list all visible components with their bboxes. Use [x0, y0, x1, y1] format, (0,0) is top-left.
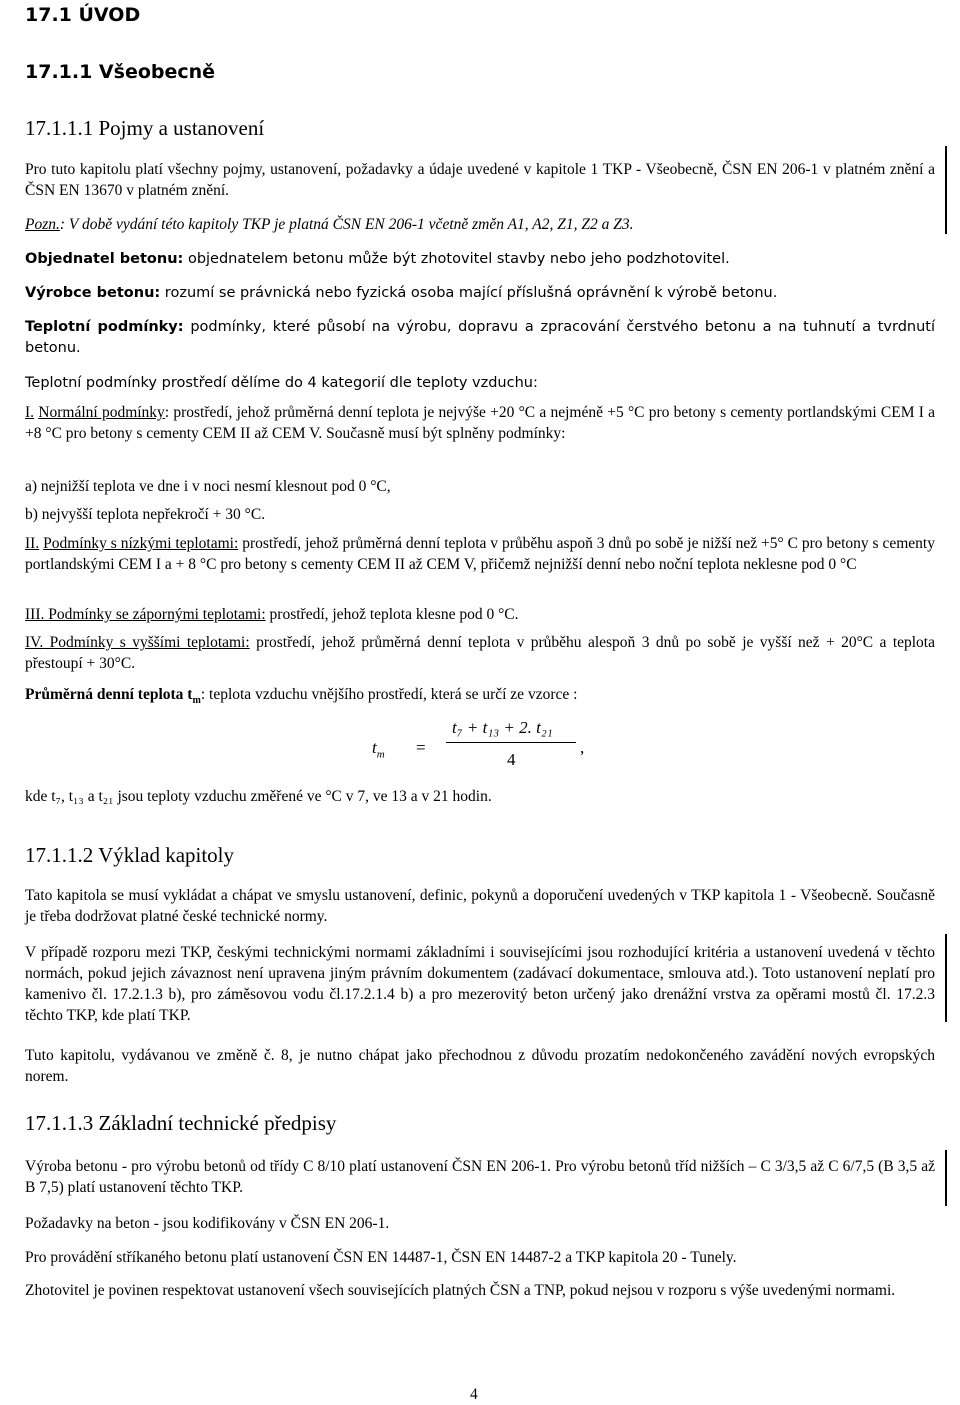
intro-paragraph: Pro tuto kapitolu platí všechny pojmy, ustanovení, požadavky a údaje uvedené v kapitole 1 TKP - Všeobecně, ČSN EN 206-1 v platném znění a ČSN EN 13670 v platném znění. [25, 161, 935, 199]
definition-teplotni [25, 317, 935, 359]
definition: : teplota vzduchu vnějšího prostředí, která se určí ze vzorce : [200, 686, 578, 703]
term: Objednatel betonu: [25, 251, 184, 267]
average-temp-definition [25, 684, 935, 711]
category-text: prostředí, jehož průměrná denní teplota v průběhu alespoň 3 dnů po sobě je vyšší než + 20°C a teplota přestoupí + 30°C. [25, 634, 935, 672]
condition-a: a) nejnižší teplota ve dne i v noci nesmí klesnout pod 0 °C, [25, 478, 391, 495]
measurement-note: kde t₇, t₁₃ a t₂₁ jsou teploty vzduchu změřené ve °C v 7, ve 13 a v 21 hodin. [25, 788, 492, 805]
formula-lhs-subscript: m [376, 748, 385, 761]
category-3 [25, 604, 935, 625]
predpisy-paragraph-2: Požadavky na beton - jsou kodifikovány v ČSN EN 206-1. [25, 1215, 390, 1232]
categories-intro: Teplotní podmínky prostředí dělíme do 4 kategorií dle teploty vzduchu: [25, 375, 538, 391]
heading-pojmy: 17.1.1.1 Pojmy a ustanovení [25, 116, 265, 140]
predpisy-paragraph-4: Zhotovitel je povinen respektovat ustanovení všech souvisejících platných ČSN a TNP, pokud nejsou v rozporu s výše uvedenými normami. [25, 1282, 896, 1299]
note-label: Pozn. [25, 216, 60, 233]
formula-comma: , [580, 738, 585, 757]
formula-lhs-symbol: t [372, 738, 377, 757]
category-number: III. [25, 606, 45, 623]
predpisy-paragraph-1: Výroba betonu - pro výrobu betonů od třídy C 8/10 platí ustanovení ČSN EN 206-1. Pro výrobu betonů tříd nižších – C 3/3,5 až C 6/7,5 (B 3,5 až B 7,5) platí ustanovení těchto TKP. [25, 1158, 935, 1196]
vyklad-paragraph-1: Tato kapitola se musí vykládat a chápat ve smyslu ustanovení, definic, pokynů a doporučení uvedených v TKP kapitola 1 - Všeobecně. Současně je třeba dodržovat platné české technické normy. [25, 887, 935, 925]
category-text: : prostředí, jehož průměrná denní teplota je nejvýše +20 °C a nejméně +5 °C pro betony s cementy portlandskými CEM I a +8 °C pro betony s cementy CEM II až CEM V. Současně musí být splněny podmínky: [25, 404, 935, 442]
category-text: prostředí, jehož teplota klesne pod 0 °C. [265, 606, 519, 623]
vyklad-paragraph-2: V případě rozporu mezi TKP, českými technickými normami základními i souvisejícími jsou rozhodující kritéria a ustanovení uvedená v těchto normách, pokud jejich závaznost není upravena jiným právním dokumentem (zadávací dokumentace, smlouva atd.). Toto ustanovení neplatí pro kamenivo čl. 17.2.1.3 b), pro záměsovou vodu čl.17.2.1.4 b) a pro mezerovitý beton určený jako drenážní vrstva za opěrami mostů čl. 17.2.3 těchto TKP, kde platí TKP. [25, 944, 935, 1024]
formula-numerator: t₇ + t₁₃ + 2. t₂₁ [452, 718, 553, 737]
category-1 [25, 402, 935, 444]
heading-chapter: 17.1 ÚVOD [25, 4, 141, 26]
page-number: 4 [470, 1386, 478, 1403]
definition-objednatel [25, 249, 935, 270]
formula-denominator: 4 [507, 750, 516, 769]
heading-section: 17.1.1 Všeobecně [25, 61, 216, 83]
definition: rozumí se právnická nebo fyzická osoba mající příslušná oprávnění k výrobě betonu. [160, 285, 778, 301]
heading-predpisy: 17.1.1.3 Základní technické předpisy [25, 1111, 337, 1135]
category-number: I. [25, 404, 35, 421]
heading-vyklad: 17.1.1.2 Výklad kapitoly [25, 843, 235, 867]
predpisy-paragraph-3: Pro provádění stříkaného betonu platí ustanovení ČSN EN 14487-1, ČSN EN 14487-2 a TKP kapitola 20 - Tunely. [25, 1249, 737, 1266]
formula-equals: = [416, 738, 426, 757]
category-number: II. [25, 535, 40, 552]
revision-bar [945, 1150, 947, 1206]
category-4 [25, 632, 935, 674]
term: Teplotní podmínky: [25, 319, 184, 335]
definition: objednatelem betonu může být zhotovitel stavby nebo jeho podzhotovitel. [183, 251, 730, 267]
revision-bar [945, 934, 947, 1022]
formula-lhs [372, 738, 385, 760]
category-name: Podmínky s vyššími teplotami: [43, 634, 250, 651]
condition-b: b) nejvyšší teplota nepřekročí + 30 °C. [25, 506, 266, 523]
formula-fraction-line [446, 742, 576, 743]
category-name: Podmínky s nízkými teplotami: [43, 535, 239, 552]
category-number: IV. [25, 634, 44, 651]
category-2 [25, 533, 935, 575]
category-text: prostředí, jehož průměrná denní teplota v průběhu aspoň 3 dnů po sobě je nižší než +5° C pro betony s cementy portlandskými CEM I a + 8 °C pro betony s cementy CEM II až CEM V, přičemž nejnižší denní nebo noční teplota neklesne pod 0 °C [25, 535, 935, 573]
category-name: Normální podmínky [38, 404, 165, 421]
term: Výrobce betonu: [25, 285, 161, 301]
term: Průměrná denní teplota t [25, 686, 193, 703]
category-name: Podmínky se zápornými teplotami: [44, 606, 266, 623]
revision-bar [945, 146, 947, 234]
definition: podmínky, které působí na výrobu, dopravu a zpracování čerstvého betonu a na tuhnutí a tvrdnutí betonu. [25, 319, 935, 356]
term-subscript: m [192, 695, 201, 707]
vyklad-paragraph-3: Tuto kapitolu, vydávanou ve změně č. 8, je nutno chápat jako přechodnou z důvodu prozatím nedokončeného zavádění nových evropských norem. [25, 1047, 935, 1085]
definition-vyrobce [25, 283, 935, 304]
note-paragraph [25, 214, 935, 235]
note-text: : V době vydání této kapitoly TKP je platná ČSN EN 206-1 včetně změn A1, A2, Z1, Z2 a Z3. [59, 216, 634, 233]
